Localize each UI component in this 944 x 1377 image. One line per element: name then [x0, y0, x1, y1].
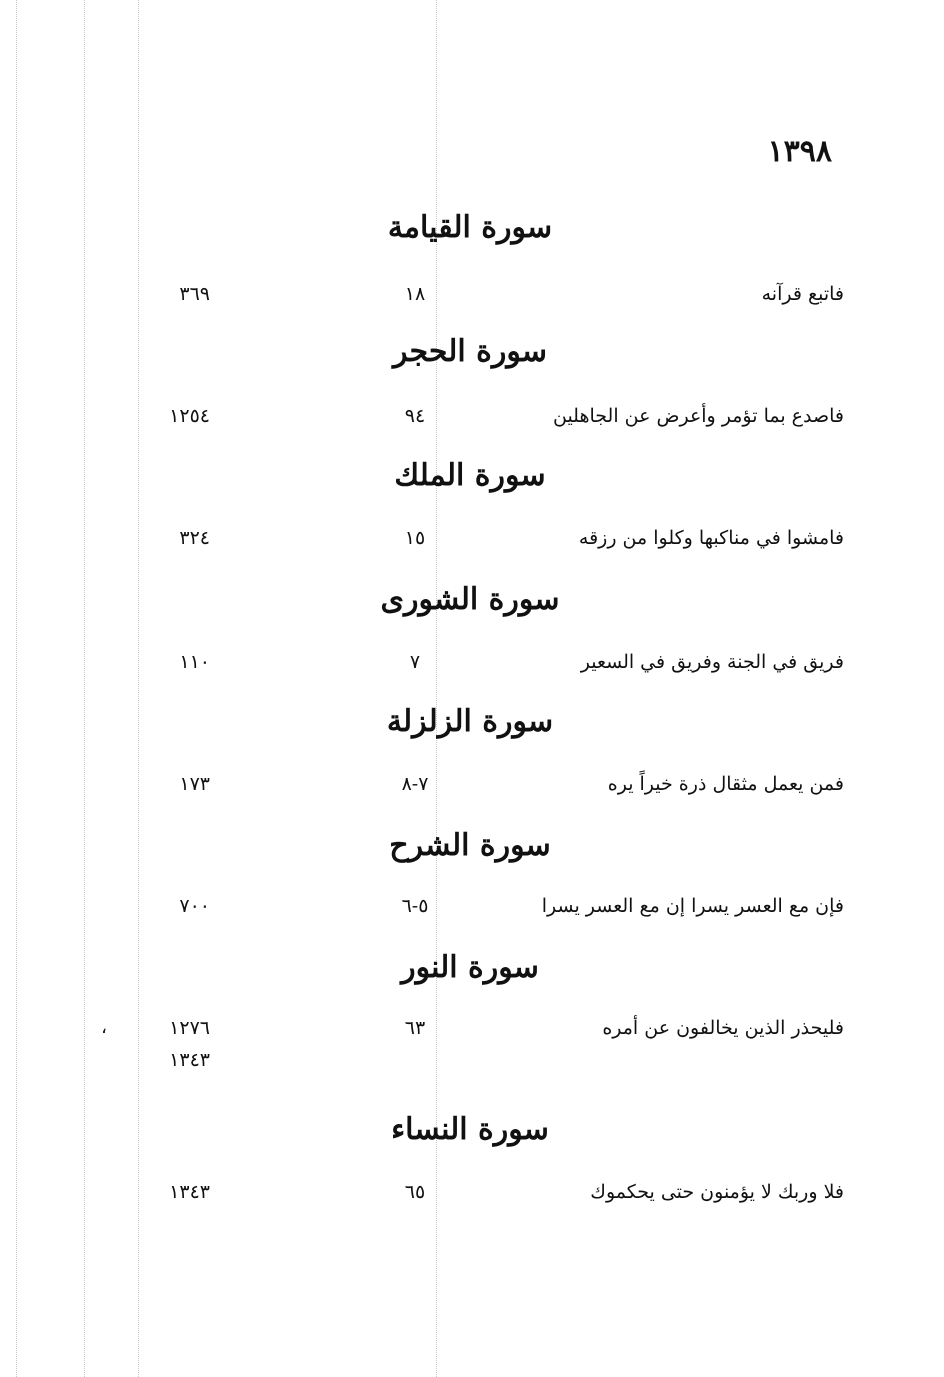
surah-title: سورة الزلزلة — [386, 704, 554, 739]
scan-artifact-line — [436, 0, 437, 1377]
verse-text: فإن مع العسر يسرا إن مع العسر يسرا — [541, 895, 844, 917]
page-reference: ١٢٥٤ — [169, 405, 210, 427]
page-reference: ٣٢٤ — [179, 527, 210, 549]
verse-number: ٦٥ — [404, 1181, 426, 1203]
verse-text: فمن يعمل مثقال ذرة خيراً يره — [607, 773, 844, 795]
verse-text: فاصدع بما تؤمر وأعرض عن الجاهلين — [552, 405, 844, 427]
verse-number: ٦٣ — [404, 1017, 426, 1039]
scan-artifact-line — [84, 0, 85, 1377]
index-entry — [0, 1010, 944, 1071]
index-entry — [0, 644, 944, 680]
surah-title: سورة الحجر — [392, 334, 548, 369]
index-entry — [0, 276, 944, 312]
index-entry — [0, 766, 944, 802]
verse-number: ٧-٨ — [401, 773, 429, 795]
verse-number: ٩٤ — [404, 405, 426, 427]
scan-artifact-line — [16, 0, 17, 1377]
verse-text: فاتبع قرآنه — [761, 283, 844, 305]
verse-text: فامشوا في مناكبها وكلوا من رزقه — [578, 527, 844, 549]
surah-title: سورة الشورى — [380, 582, 560, 617]
surah-title: سورة الشرح — [389, 828, 551, 863]
page-reference: ٧٠٠ — [179, 895, 210, 917]
verse-number: ١٨ — [404, 283, 426, 305]
index-entry — [0, 888, 944, 924]
surah-title: سورة النساء — [391, 1112, 549, 1147]
index-entry — [0, 1174, 944, 1210]
index-entry — [0, 520, 944, 556]
verse-text: فليحذر الذين يخالفون عن أمره — [602, 1017, 844, 1039]
verse-number: ٧ — [409, 651, 421, 673]
surah-title: سورة النور — [401, 950, 539, 985]
page-reference: ١٣٤٣ — [169, 1049, 210, 1071]
index-entry — [0, 398, 944, 434]
surah-title: سورة الملك — [394, 458, 546, 493]
scan-artifact-line — [138, 0, 139, 1377]
page-reference: ٣٦٩ — [179, 283, 210, 305]
page-reference: ١١٠ — [179, 651, 210, 673]
page-reference-separator: ، — [101, 1017, 107, 1038]
surah-title: سورة القيامة — [387, 210, 553, 245]
page-reference: ١٢٧٦ — [169, 1017, 210, 1039]
verse-number: ٥-٦ — [401, 895, 429, 917]
verse-text: فلا وربك لا يؤمنون حتى يحكموك — [590, 1181, 844, 1203]
page-reference: ١٧٣ — [179, 773, 210, 795]
verse-text: فريق في الجنة وفريق في السعير — [580, 651, 844, 673]
page-number: ١٣٩٨ — [767, 134, 832, 169]
page-reference: ١٣٤٣ — [169, 1181, 210, 1203]
verse-number: ١٥ — [404, 527, 426, 549]
